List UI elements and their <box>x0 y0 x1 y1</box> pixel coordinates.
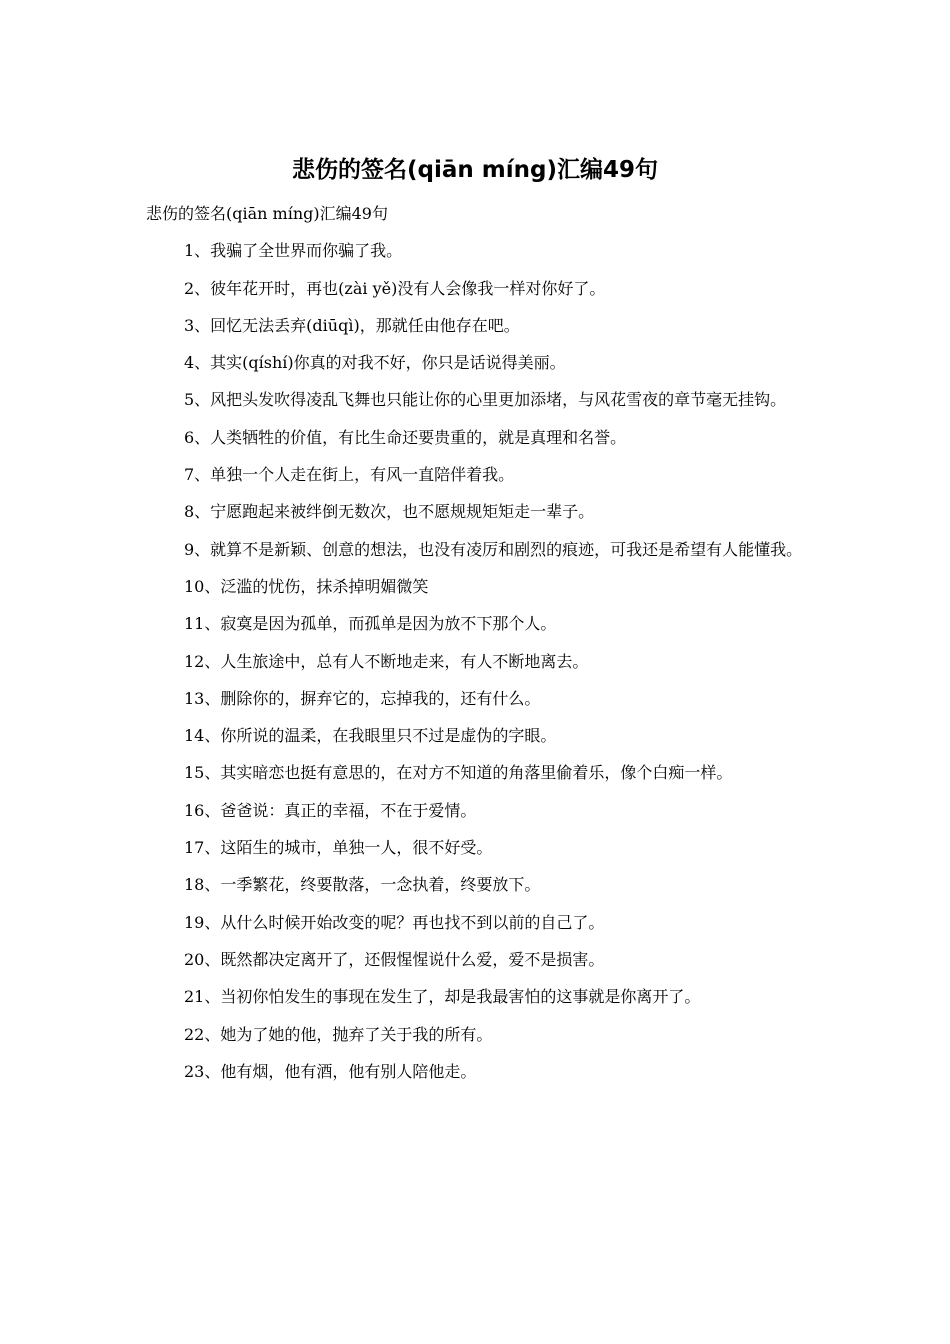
list-item: 14、你所说的温柔，在我眼里只不过是虚伪的字眼。 <box>184 726 557 746</box>
list-item: 16、爸爸说：真正的幸福，不在于爱情。 <box>184 800 477 820</box>
list-item: 8、宁愿跑起来被绊倒无数次，也不愿规规矩矩走一辈子。 <box>184 502 595 522</box>
list-item: 23、他有烟，他有酒，他有别人陪他走。 <box>184 1061 477 1081</box>
list-item: 3、回忆无法丢弃(diūqì)，那就任由他存在吧。 <box>184 315 520 335</box>
list-item: 17、这陌生的城市，单独一人，很不好受。 <box>184 838 493 858</box>
list-item: 12、人生旅途中，总有人不断地走来，有人不断地离去。 <box>184 651 589 671</box>
list-item: 13、删除你的，摒弃它的，忘掉我的，还有什么。 <box>184 688 541 708</box>
document-subtitle: 悲伤的签名(qiān míng)汇编49句 <box>146 204 388 223</box>
list-item: 11、寂寞是因为孤单，而孤单是因为放不下那个人。 <box>184 614 557 634</box>
list-item: 20、既然都决定离开了，还假惺惺说什么爱，爱不是损害。 <box>184 949 605 969</box>
list-item: 18、一季繁花，终要散落，一念执着，终要放下。 <box>184 875 541 895</box>
list-item: 9、就算不是新颖、创意的想法，也没有凌厉和剧烈的痕迹，可我还是希望有人能懂我。 <box>184 539 803 559</box>
list-item: 15、其实暗恋也挺有意思的，在对方不知道的角落里偷着乐，像个白痴一样。 <box>184 763 733 783</box>
document-title: 悲伤的签名(qiān míng)汇编49句 <box>292 157 658 183</box>
list-item: 5、风把头发吹得凌乱飞舞也只能让你的心里更加添堵，与风花雪夜的章节毫无挂钩。 <box>184 390 787 410</box>
list-item: 4、其实(qíshí)你真的对我不好，你只是话说得美丽。 <box>184 353 566 373</box>
list-item: 21、当初你怕发生的事现在发生了，却是我最害怕的这事就是你离开了。 <box>184 987 701 1007</box>
list-item: 7、单独一个人走在街上，有风一直陪伴着我。 <box>184 465 515 485</box>
list-item: 1、我骗了全世界而你骗了我。 <box>184 241 403 261</box>
list-item: 22、她为了她的他，抛弃了关于我的所有。 <box>184 1024 493 1044</box>
list-item: 19、从什么时候开始改变的呢？再也找不到以前的自己了。 <box>184 912 605 932</box>
list-item: 10、泛滥的忧伤，抹杀掉明媚微笑 <box>184 576 429 596</box>
list-item: 2、彼年花开时，再也(zài yě)没有人会像我一样对你好了。 <box>184 278 606 298</box>
list-item: 6、人类牺牲的价值，有比生命还要贵重的，就是真理和名誉。 <box>184 427 627 447</box>
document-body <box>146 195 806 1090</box>
